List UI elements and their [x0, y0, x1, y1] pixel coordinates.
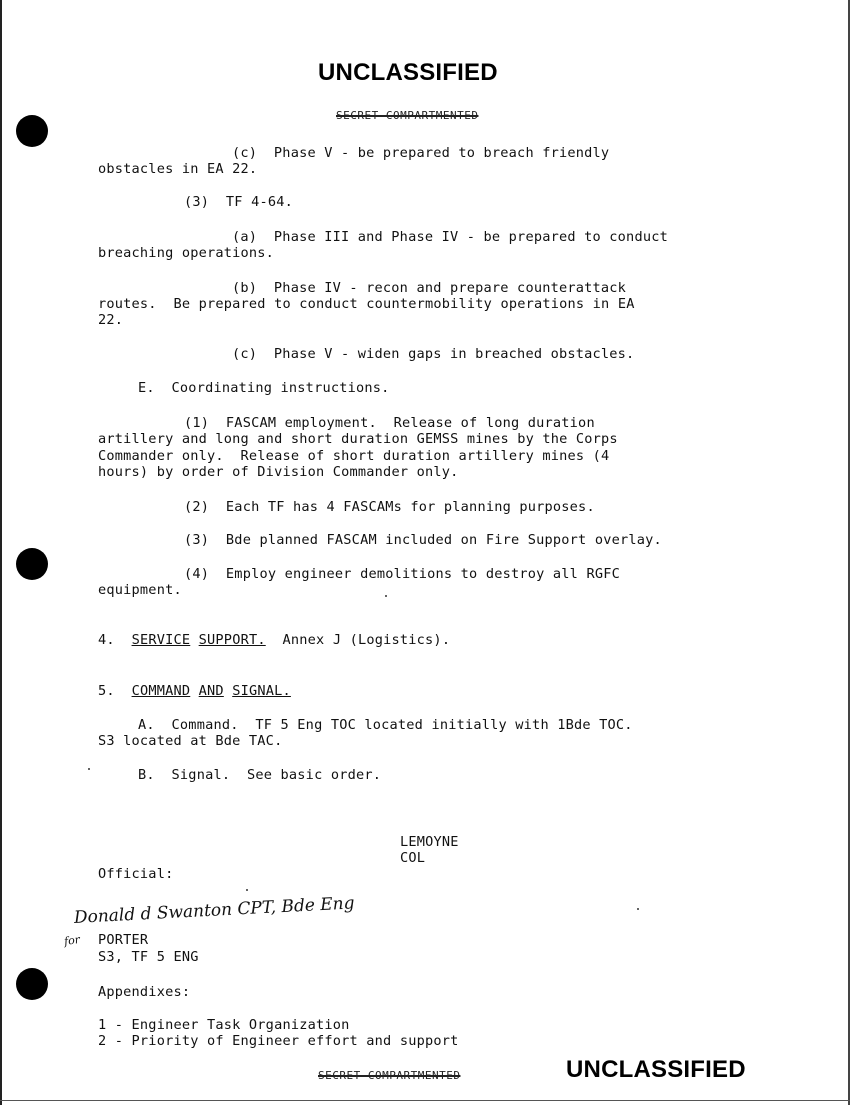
para-5a-line2: S3 located at Bde TAC.	[98, 733, 283, 749]
handwritten-signature: Donald d Swanton CPT, Bde Eng	[73, 893, 355, 928]
item-1-line3: Commander only. Release of short duration artillery mines (4	[98, 448, 610, 464]
scan-speck	[88, 768, 90, 770]
handwritten-for-mark: for	[63, 932, 81, 949]
scan-speck	[246, 889, 248, 891]
section-5-title-b: AND	[198, 683, 224, 699]
para-c-phase5-line1: (c) Phase V - be prepared to breach friendly	[232, 145, 610, 161]
para-5b: B. Signal. See basic order.	[138, 767, 382, 783]
item-1-line4: hours) by order of Division Commander only.	[98, 464, 459, 480]
header-struck-marking: SECRET COMPARTMENTED	[336, 109, 479, 122]
commander-name: LEMOYNE	[400, 834, 459, 850]
official-label: Official:	[98, 866, 174, 882]
officer-name: PORTER	[98, 932, 149, 948]
para-a-line1: (a) Phase III and Phase IV - be prepared to conduct	[232, 229, 668, 245]
para-5a-line1: A. Command. TF 5 Eng TOC located initially with 1Bde TOC.	[138, 717, 633, 733]
section-4-title-a: SERVICE	[131, 632, 191, 648]
item-4-line1: (4) Employ engineer demolitions to destroy all RGFC	[184, 566, 620, 582]
para-c-gaps: (c) Phase V - widen gaps in breached obstacles.	[232, 346, 635, 362]
binder-hole-top	[16, 115, 48, 147]
commander-rank: COL	[400, 850, 426, 866]
item-1-line2: artillery and long and short duration GEMSS mines by the Corps	[98, 431, 618, 447]
section-4-title-b: SUPPORT.	[198, 632, 266, 648]
appendix-item-1: 1 - Engineer Task Organization	[98, 1017, 350, 1033]
section-4-text: Annex J (Logistics).	[282, 632, 451, 648]
para-a-line2: breaching operations.	[98, 245, 275, 261]
page-left-edge	[0, 0, 2, 1105]
section-5-number: 5.	[98, 683, 115, 699]
page-bottom-rule	[0, 1100, 850, 1101]
section-4	[98, 632, 450, 649]
officer-title: S3, TF 5 ENG	[98, 949, 199, 965]
section-4-number: 4.	[98, 632, 115, 648]
appendixes-label: Appendixes:	[98, 984, 191, 1000]
section-5	[98, 683, 291, 700]
para-b-line1: (b) Phase IV - recon and prepare counterattack	[232, 280, 627, 296]
footer-classification: UNCLASSIFIED	[566, 1056, 746, 1083]
item-4-line2: equipment.	[98, 582, 182, 598]
item-3-tf: (3) TF 4-64.	[184, 194, 293, 210]
para-c-phase5-line2: obstacles in EA 22.	[98, 161, 258, 177]
item-3b: (3) Bde planned FASCAM included on Fire Support overlay.	[184, 532, 662, 548]
scan-speck	[637, 908, 639, 910]
binder-hole-middle	[16, 548, 48, 580]
para-b-line2: routes. Be prepared to conduct countermobility operations in EA	[98, 296, 635, 312]
appendix-item-2: 2 - Priority of Engineer effort and support	[98, 1033, 459, 1049]
footer-struck-marking: SECRET COMPARTMENTED	[318, 1069, 461, 1082]
binder-hole-bottom	[16, 968, 48, 1000]
section-e-heading: E. Coordinating instructions.	[138, 380, 390, 396]
section-5-title-a: COMMAND	[131, 683, 191, 699]
header-classification: UNCLASSIFIED	[318, 59, 498, 86]
section-5-title-c: SIGNAL.	[232, 683, 291, 699]
item-2: (2) Each TF has 4 FASCAMs for planning purposes.	[184, 499, 595, 515]
para-b-line3: 22.	[98, 312, 124, 328]
scan-speck	[385, 595, 387, 597]
item-1-line1: (1) FASCAM employment. Release of long duration	[184, 415, 595, 431]
